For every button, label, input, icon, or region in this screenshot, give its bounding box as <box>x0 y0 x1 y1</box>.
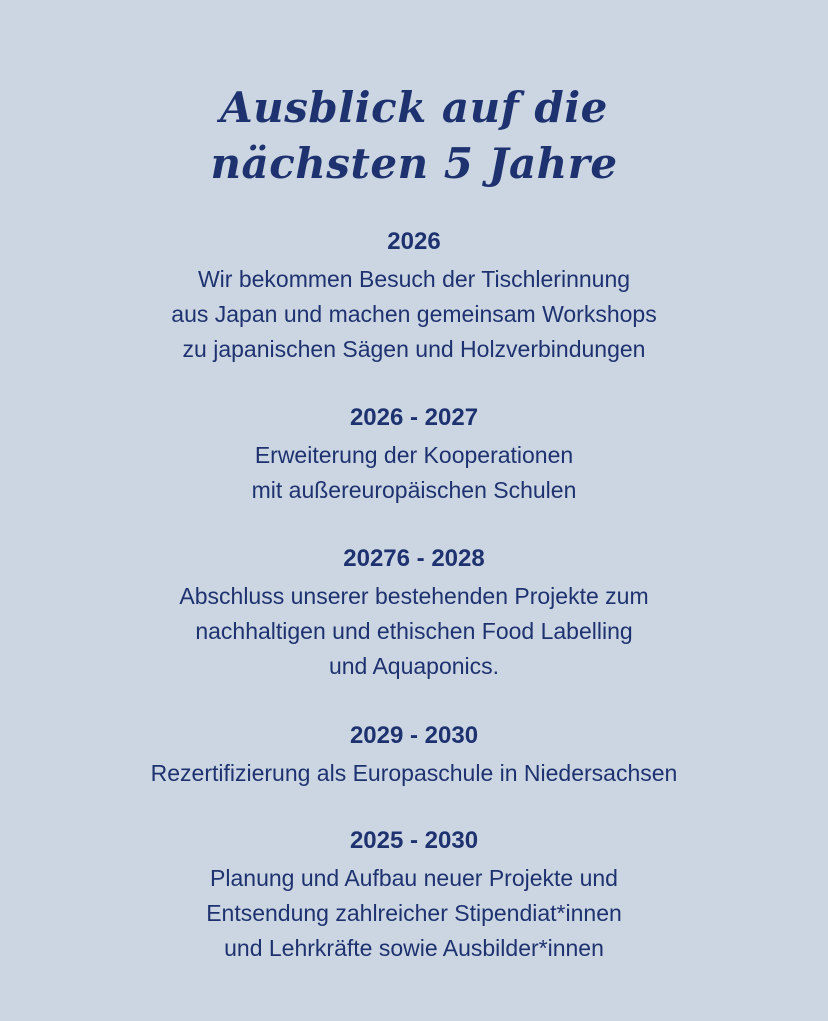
title-line-1: Ausblick auf die <box>220 83 608 132</box>
timeline-entry-2025-2030 <box>0 825 828 966</box>
entry-text-line: aus Japan und machen gemeinsam Workshops <box>171 301 657 327</box>
entry-text-line: zu japanischen Sägen und Holzverbindungen <box>182 336 646 362</box>
entry-text-line: Entsendung zahlreicher Stipendiat*innen <box>206 900 622 926</box>
entry-text-line: Planung und Aufbau neuer Projekte und <box>210 865 618 891</box>
timeline-entry-2029-2030 <box>0 720 828 791</box>
entry-text-line: Wir bekommen Besuch der Tischlerinnung <box>197 266 631 292</box>
entry-year: 2025 - 2030 <box>349 827 479 854</box>
entry-year: 2029 - 2030 <box>349 722 479 749</box>
timeline-entry-2026 <box>0 226 828 367</box>
entry-year: 2026 <box>387 228 441 255</box>
entry-text-line: Erweiterung der Kooperationen <box>254 442 574 468</box>
entry-text-line: und Aquaponics. <box>328 653 500 679</box>
entry-year: 2026 - 2027 <box>349 404 479 431</box>
entry-year: 20276 - 2028 <box>343 545 485 572</box>
entry-text-line: mit außereuropäischen Schulen <box>251 477 577 503</box>
entry-text-line: Rezertifizierung als Europaschule in Niedersachsen <box>150 760 678 786</box>
entry-text-line: Abschluss unserer bestehenden Projekte zum <box>179 583 649 609</box>
timeline-entry-20276-2028 <box>0 543 828 684</box>
entry-text-line: und Lehrkräfte sowie Ausbilder*innen <box>224 935 604 961</box>
page-title <box>0 80 828 192</box>
title-line-2: nächsten 5 Jahre <box>210 139 618 188</box>
entry-text-line: nachhaltigen und ethischen Food Labelling <box>195 618 633 644</box>
timeline-entry-2026-2027 <box>0 402 828 508</box>
